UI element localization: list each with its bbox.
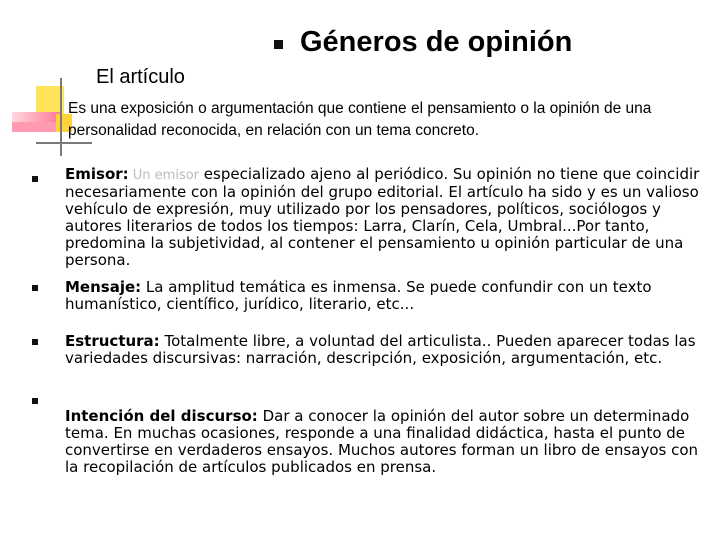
slide-subtitle: El artículo	[96, 66, 185, 88]
item-label: Mensaje:	[65, 278, 142, 296]
list-item-estructura	[65, 333, 705, 367]
title-bullet-icon	[274, 40, 283, 49]
bullet-icon	[32, 285, 38, 291]
decorative-pink-bar-lower	[12, 122, 60, 132]
item-label: Intención del discurso:	[65, 407, 258, 425]
item-label: Emisor:	[65, 165, 129, 183]
item-text: Totalmente libre, a voluntad del articulista.. Pueden aparecer todas las variedades discursivas: narración, descripción, exposición, argumentación, etc.	[65, 332, 696, 367]
bullet-icon	[32, 398, 38, 404]
slide-title: Géneros de opinión	[300, 26, 573, 58]
bullet-icon	[32, 339, 38, 345]
item-label: Estructura:	[65, 332, 160, 350]
list-item-intencion	[65, 408, 705, 476]
list-item-mensaje	[65, 279, 705, 313]
item-text: Dar a conocer la opinión del autor sobre un determinado tema. En muchas ocasiones, responde a una finalidad didáctica, hasta el punto de convertirse en verdaderos ensayos. Muchos autores forman un libro de ensayos con la recopilación de artículos publicados en prensa.	[65, 407, 699, 476]
bullet-icon	[32, 176, 38, 182]
intro-paragraph: Es una exposición o argumentación que contiene el pensamiento o la opinión de una personalidad reconocida, en relación con un tema concreto.	[68, 100, 652, 139]
list-item-emisor	[65, 166, 705, 269]
decorative-vertical-line	[60, 78, 62, 156]
item-text: La amplitud temática es inmensa. Se puede confundir con un texto humanístico, científico, jurídico, literario, etc...	[65, 278, 652, 313]
decorative-horizontal-line	[36, 142, 92, 144]
item-text: especializado ajeno al periódico. Su opinión no tiene que coincidir necesariamente con la opinión del grupo editorial. El artículo ha sido y es un valioso vehículo de expresión, muy utilizado por los pensadores, políticos, sociólogos y autores literarios de todos los tiempos: Larra, Clarín, Cela, Umbral...Por tanto, predomina la subjetividad, al contener el pensamiento u opinión particular de una persona.	[65, 165, 700, 269]
item-overlay-text: Un emisor	[128, 168, 200, 183]
